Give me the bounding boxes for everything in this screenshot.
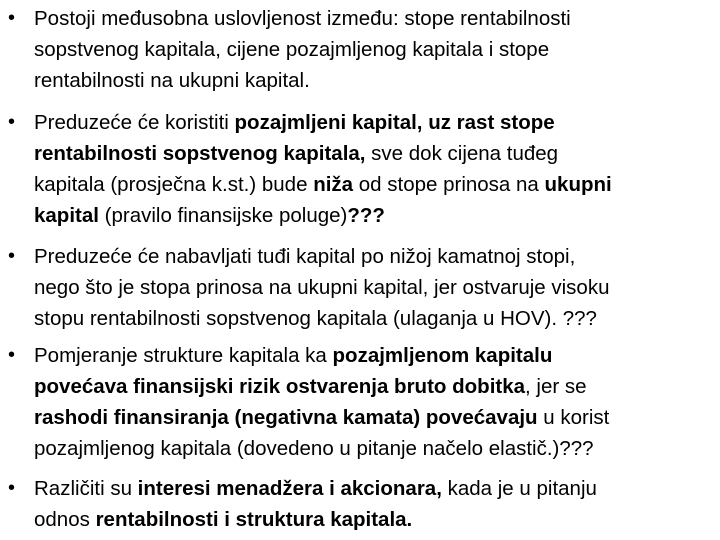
bullet-text bbox=[34, 340, 718, 464]
bullet-text bbox=[34, 107, 718, 231]
text-segment: Preduzeće će nabavljati tuđi kapital po nižoj kamatnoj stopi, bbox=[34, 245, 576, 268]
text-line bbox=[34, 473, 718, 504]
text-segment: Pomjeranje strukture kapitala ka bbox=[34, 344, 333, 367]
text-segment: Preduzeće će koristiti bbox=[34, 111, 235, 134]
text-line bbox=[34, 34, 718, 65]
text-line bbox=[34, 272, 718, 303]
text-segment: Različiti su bbox=[34, 477, 138, 500]
bullet-marker: • bbox=[8, 245, 16, 267]
bullet-text bbox=[34, 3, 718, 96]
bullet-marker: • bbox=[8, 477, 16, 499]
text-segment: rentabilnosti na ukupni kapital. bbox=[34, 69, 310, 92]
text-segment: (pravilo finansijske poluge) bbox=[98, 204, 348, 227]
text-segment: odnos bbox=[34, 508, 96, 531]
text-segment: pozajmljenog kapitala (dovedeno u pitanje načelo elastič.)??? bbox=[34, 437, 594, 460]
text-segment: , jer se bbox=[525, 375, 587, 398]
bullet-text bbox=[34, 473, 718, 535]
bullet-item bbox=[8, 3, 718, 96]
text-segment: kapitala (prosječna k.st.) bude bbox=[34, 173, 314, 196]
bullet-item bbox=[8, 473, 718, 535]
text-line bbox=[34, 241, 718, 272]
text-segment: nego što je stopa prinosa na ukupni kapital, jer ostvaruje visoku bbox=[34, 276, 610, 299]
text-segment: sve dok cijena tuđeg bbox=[365, 142, 559, 165]
bullet-item bbox=[8, 241, 718, 334]
text-line bbox=[34, 402, 718, 433]
text-segment: u korist bbox=[537, 406, 610, 429]
text-line bbox=[34, 504, 718, 535]
text-line bbox=[34, 200, 718, 231]
bullet-marker: • bbox=[8, 111, 16, 133]
text-line bbox=[34, 371, 718, 402]
text-line bbox=[34, 3, 718, 34]
text-line bbox=[34, 433, 718, 464]
bold-text-segment: ukupni bbox=[544, 173, 612, 196]
bold-text-segment: pozajmljeni kapital, uz rast stope bbox=[234, 111, 555, 134]
bold-text-segment: pozajmljenom kapitalu bbox=[332, 344, 553, 367]
text-line bbox=[34, 107, 718, 138]
bold-text-segment: kapital bbox=[34, 204, 99, 227]
text-line bbox=[34, 138, 718, 169]
bold-text-segment: rentabilnosti sopstvenog kapitala, bbox=[34, 142, 366, 165]
bold-text-segment: rentabilnosti i struktura kapitala. bbox=[95, 508, 413, 531]
bullet-item bbox=[8, 340, 718, 464]
bold-text-segment: rashodi finansiranja (negativna kamata) povećavaju bbox=[34, 406, 538, 429]
bold-text-segment: niža bbox=[313, 173, 354, 196]
text-segment: sopstvenog kapitala, cijene pozajmljenog kapitala i stope bbox=[34, 38, 550, 61]
bullet-marker: • bbox=[8, 7, 16, 29]
bullet-item bbox=[8, 107, 718, 231]
bold-text-segment: interesi menadžera i akcionara, bbox=[137, 477, 442, 500]
text-line bbox=[34, 303, 718, 334]
bold-text-segment: povećava finansijski rizik ostvarenja bruto dobitka bbox=[34, 375, 526, 398]
bullet-text bbox=[34, 241, 718, 334]
text-line bbox=[34, 169, 718, 200]
text-line bbox=[34, 65, 718, 96]
text-segment: od stope prinosa na bbox=[353, 173, 545, 196]
text-segment: kada je u pitanju bbox=[441, 477, 597, 500]
bullet-marker: • bbox=[8, 344, 16, 366]
text-line bbox=[34, 340, 718, 371]
text-segment: Postoji međusobna uslovljenost između: stope rentabilnosti bbox=[34, 7, 571, 30]
bold-text-segment: ??? bbox=[347, 204, 385, 227]
text-segment: stopu rentabilnosti sopstvenog kapitala (ulaganja u HOV). ??? bbox=[34, 307, 597, 330]
